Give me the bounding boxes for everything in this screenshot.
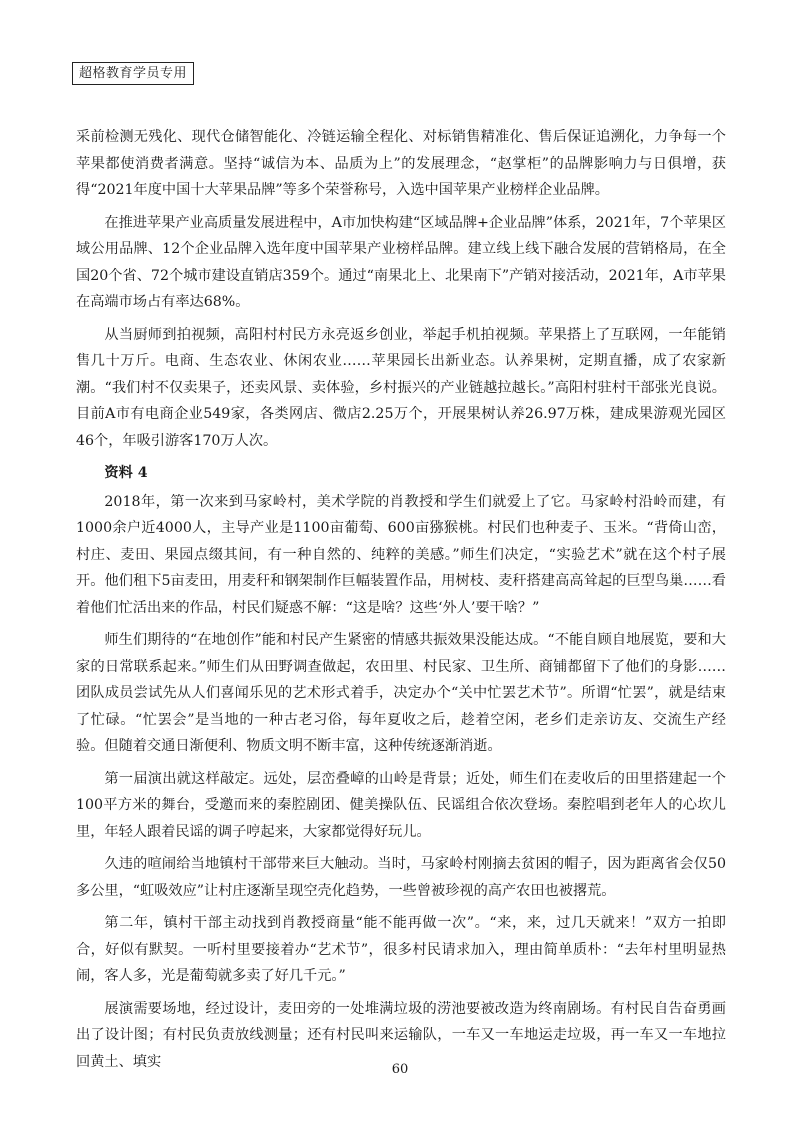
paragraph: 久违的喧闹给当地镇村干部带来巨大触动。当时，马家岭村刚摘去贫困的帽子，因为距离省会仅50多公里，“虹吸效应”让村庄逐渐呈现空壳化趋势，一些曾被珍视的高产农田也被撂荒。: [76, 856, 726, 899]
header-tag: 超格教育学员专用: [72, 62, 194, 85]
document-body: [76, 124, 726, 1081]
section-heading: 资料 4: [104, 465, 148, 481]
paragraph: 师生们期待的“在地创作”能和村民产生紧密的情感共振效果没能达成。“不能自顾自地展览，要和大家的日常联系起来。”师生们从田野调查做起，农田里、村民家、卫生所、商铺都留下了他们的身影……团队成员尝试先从人们喜闻乐见的艺术形式着手，决定办个“关中忙罢艺术节”。所谓“忙罢”，就是结束了忙碌。“忙罢会”是当地的一种古老习俗，每年夏收之后，趁着空闲，老乡们走亲访友、交流生产经验。但随着交通日渐便利、物质文明不断丰富，这种传统逐渐消逝。: [76, 632, 726, 754]
paragraph: 第二年，镇村干部主动找到肖教授商量“能不能再做一次”。“来，来，过几天就来！”双方一拍即合，好似有默契。一听村里要接着办“艺术节”，很多村民请求加入，理由简单质朴：“去年村里明显热闹，客人多，光是葡萄就多卖了好几千元。”: [76, 915, 726, 984]
paragraph: 采前检测无残化、现代仓储智能化、冷链运输全程化、对标销售精准化、售后保证追溯化，力争每一个苹果都使消费者满意。坚持“诚信为本、品质为上”的发展理念，“赵掌柜”的品牌影响力与日俱增，获得“2021年度中国十大苹果品牌”等多个荣誉称号，入选中国苹果产业榜样企业品牌。: [76, 129, 726, 198]
paragraph: 在推进苹果产业高质量发展进程中，A市加快构建“区域品牌+企业品牌”体系，2021年，7个苹果区域公用品牌、12个企业品牌入选年度中国苹果产业榜样品牌。建立线上线下融合发展的营销格局，在全国20个省、72个城市建设直销店359个。通过“南果北上、北果南下”产销对接活动，2021年，A市苹果在高端市场占有率达68%。: [76, 214, 726, 310]
paragraph: 展演需要场地，经过设计，麦田旁的一处堆满垃圾的涝池要被改造为终南剧场。有村民自告奋勇画出了设计图；有村民负责放线测量；还有村民叫来运输队，一车又一车地运走垃圾，再一车又一车地拉回黄土、填实: [76, 1000, 726, 1070]
paragraph: 从当厨师到拍视频，高阳村村民方永亮返乡创业，举起手机拍视频。苹果搭上了互联网，一年能销售几十万斤。电商、生态农业、休闲农业……苹果园长出新业态。认养果树，定期直播，成了农家新潮。“我们村不仅卖果子，还卖风景、卖体验，乡村振兴的产业链越拉越长。”高阳村驻村干部张光良说。目前A市有电商企业549家，各类网店、微店2.25万个，开展果树认养26.97万株，建成果游观光园区46个，年吸引游客170万人次。: [76, 326, 726, 449]
page-number: 60: [391, 1062, 409, 1077]
paragraph: 第一届演出就这样敲定。远处，层峦叠嶂的山岭是背景；近处，师生们在麦收后的田里搭建起一个100平方米的舞台，受邀而来的秦腔剧团、健美操队伍、民谣组合依次登场。秦腔唱到老年人的心坎儿里，年轻人跟着民谣的调子哼起来，大家都觉得好玩儿。: [76, 770, 726, 840]
paragraph: 2018年，第一次来到马家岭村，美术学院的肖教授和学生们就爱上了它。马家岭村沿岭而建，有1000余户近4000人，主导产业是1100亩葡萄、600亩猕猴桃。村民们也种麦子、玉米。“背倚山峦，村庄、麦田、果园点缀其间，有一种自然的、纯粹的美感。”师生们决定，“实验艺术”就在这个村子展开。他们租下5亩麦田，用麦秆和钢架制作巨幅装置作品，用树枝、麦秆搭建高高耸起的巨型鸟巢……看着他们忙活出来的作品，村民们疑惑不解：“这是啥？这些‘外人’要干啥？”: [76, 493, 726, 616]
